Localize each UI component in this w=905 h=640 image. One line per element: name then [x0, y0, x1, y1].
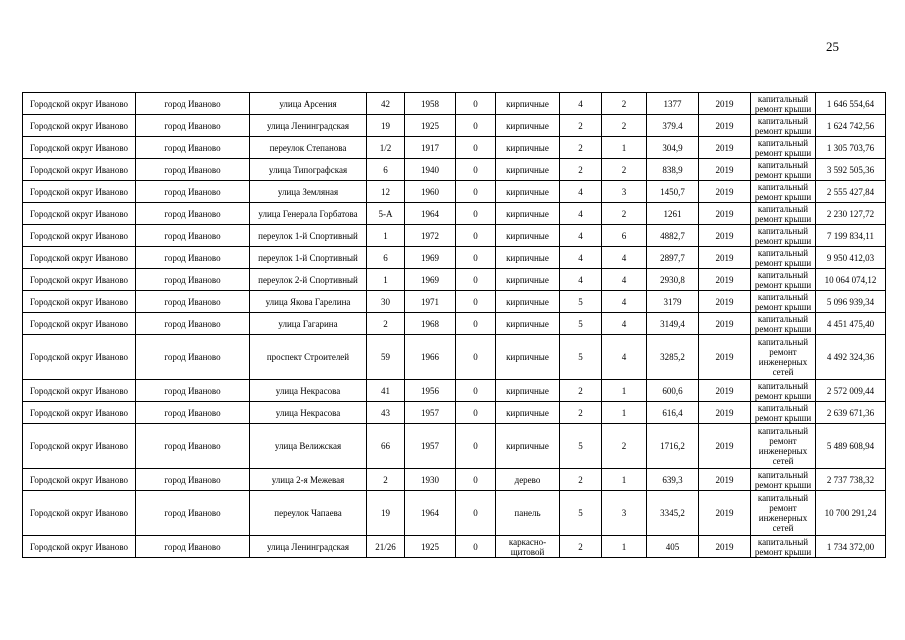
- cell-entrances: 1: [602, 380, 647, 402]
- cell-street: переулок 1-й Спортивный: [250, 247, 367, 269]
- cell-house-number: 19: [367, 115, 405, 137]
- cell-floors: 2: [560, 137, 602, 159]
- cell-locality: город Иваново: [136, 137, 250, 159]
- cell-floors: 2: [560, 115, 602, 137]
- cell-wall-material: кирпичные: [496, 424, 560, 469]
- cell-zero: 0: [456, 247, 496, 269]
- cell-entrances: 1: [602, 137, 647, 159]
- table-row: [23, 313, 886, 335]
- cell-year-built: 1969: [405, 247, 456, 269]
- cell-street: переулок Чапаева: [250, 491, 367, 536]
- cell-entrances: 4: [602, 247, 647, 269]
- table-row: [23, 424, 886, 469]
- cell-work-year: 2019: [699, 335, 751, 380]
- cell-street: улица Типографская: [250, 159, 367, 181]
- cell-year-built: 1940: [405, 159, 456, 181]
- cell-entrances: 2: [602, 159, 647, 181]
- cell-street: улица Некрасова: [250, 380, 367, 402]
- cell-work-type: капитальный ремонт крыши: [751, 181, 816, 203]
- cell-wall-material: кирпичные: [496, 181, 560, 203]
- cell-house-number: 1: [367, 225, 405, 247]
- table-row: [23, 335, 886, 380]
- cell-area: 2930,8: [647, 269, 699, 291]
- cell-entrances: 4: [602, 291, 647, 313]
- cell-work-type: капитальный ремонт крыши: [751, 137, 816, 159]
- cell-work-year: 2019: [699, 137, 751, 159]
- cell-wall-material: кирпичные: [496, 115, 560, 137]
- cell-work-year: 2019: [699, 93, 751, 115]
- table-row: [23, 380, 886, 402]
- cell-area: 1716,2: [647, 424, 699, 469]
- cell-work-year: 2019: [699, 491, 751, 536]
- table-body: [23, 93, 886, 558]
- cell-work-type: капитальный ремонт крыши: [751, 469, 816, 491]
- table-row: [23, 225, 886, 247]
- cell-district: Городской округ Иваново: [23, 203, 136, 225]
- cell-street: улица Якова Гарелина: [250, 291, 367, 313]
- cell-entrances: 4: [602, 269, 647, 291]
- table-row: [23, 115, 886, 137]
- cell-wall-material: каркасно-щитовой: [496, 536, 560, 558]
- cell-zero: 0: [456, 225, 496, 247]
- cell-area: 3179: [647, 291, 699, 313]
- cell-locality: город Иваново: [136, 115, 250, 137]
- table-row: [23, 536, 886, 558]
- cell-locality: город Иваново: [136, 335, 250, 380]
- cell-work-year: 2019: [699, 225, 751, 247]
- cell-cost: 9 950 412,03: [816, 247, 886, 269]
- cell-work-year: 2019: [699, 313, 751, 335]
- cell-locality: город Иваново: [136, 380, 250, 402]
- cell-district: Городской округ Иваново: [23, 181, 136, 203]
- cell-cost: 1 624 742,56: [816, 115, 886, 137]
- cell-district: Городской округ Иваново: [23, 424, 136, 469]
- cell-floors: 4: [560, 203, 602, 225]
- cell-zero: 0: [456, 402, 496, 424]
- cell-area: 600,6: [647, 380, 699, 402]
- cell-floors: 4: [560, 181, 602, 203]
- cell-work-type: капитальный ремонт крыши: [751, 291, 816, 313]
- cell-house-number: 6: [367, 247, 405, 269]
- cell-cost: 2 639 671,36: [816, 402, 886, 424]
- cell-area: 3149,4: [647, 313, 699, 335]
- cell-street: улица Арсения: [250, 93, 367, 115]
- cell-house-number: 1: [367, 269, 405, 291]
- table-row: [23, 137, 886, 159]
- cell-wall-material: кирпичные: [496, 335, 560, 380]
- cell-district: Городской округ Иваново: [23, 291, 136, 313]
- cell-area: 838,9: [647, 159, 699, 181]
- cell-cost: 4 492 324,36: [816, 335, 886, 380]
- cell-floors: 5: [560, 491, 602, 536]
- cell-district: Городской округ Иваново: [23, 225, 136, 247]
- cell-house-number: 59: [367, 335, 405, 380]
- cell-year-built: 1957: [405, 424, 456, 469]
- cell-zero: 0: [456, 380, 496, 402]
- cell-area: 639,3: [647, 469, 699, 491]
- cell-work-type: капитальный ремонт инженерных сетей: [751, 335, 816, 380]
- cell-locality: город Иваново: [136, 93, 250, 115]
- cell-district: Городской округ Иваново: [23, 335, 136, 380]
- cell-house-number: 2: [367, 313, 405, 335]
- cell-house-number: 30: [367, 291, 405, 313]
- cell-year-built: 1930: [405, 469, 456, 491]
- cell-cost: 1 734 372,00: [816, 536, 886, 558]
- cell-locality: город Иваново: [136, 469, 250, 491]
- cell-house-number: 43: [367, 402, 405, 424]
- cell-year-built: 1971: [405, 291, 456, 313]
- cell-floors: 5: [560, 313, 602, 335]
- cell-district: Городской округ Иваново: [23, 469, 136, 491]
- cell-floors: 4: [560, 269, 602, 291]
- cell-year-built: 1957: [405, 402, 456, 424]
- cell-area: 1261: [647, 203, 699, 225]
- cell-work-year: 2019: [699, 291, 751, 313]
- cell-house-number: 21/26: [367, 536, 405, 558]
- cell-entrances: 3: [602, 181, 647, 203]
- cell-area: 3285,2: [647, 335, 699, 380]
- cell-wall-material: кирпичные: [496, 93, 560, 115]
- cell-year-built: 1972: [405, 225, 456, 247]
- page-number: 25: [826, 39, 839, 54]
- cell-cost: 10 064 074,12: [816, 269, 886, 291]
- cell-locality: город Иваново: [136, 225, 250, 247]
- cell-year-built: 1964: [405, 203, 456, 225]
- cell-entrances: 2: [602, 93, 647, 115]
- cell-zero: 0: [456, 137, 496, 159]
- cell-work-year: 2019: [699, 181, 751, 203]
- repair-registry-table: [22, 92, 886, 558]
- cell-entrances: 4: [602, 335, 647, 380]
- cell-locality: город Иваново: [136, 159, 250, 181]
- cell-wall-material: кирпичные: [496, 380, 560, 402]
- cell-cost: 4 451 475,40: [816, 313, 886, 335]
- cell-street: переулок 1-й Спортивный: [250, 225, 367, 247]
- cell-year-built: 1956: [405, 380, 456, 402]
- cell-area: 4882,7: [647, 225, 699, 247]
- cell-work-type: капитальный ремонт крыши: [751, 203, 816, 225]
- cell-house-number: 5-А: [367, 203, 405, 225]
- cell-zero: 0: [456, 424, 496, 469]
- cell-floors: 5: [560, 335, 602, 380]
- cell-area: 3345,2: [647, 491, 699, 536]
- cell-house-number: 41: [367, 380, 405, 402]
- cell-year-built: 1958: [405, 93, 456, 115]
- cell-district: Городской округ Иваново: [23, 491, 136, 536]
- cell-locality: город Иваново: [136, 536, 250, 558]
- cell-floors: 5: [560, 291, 602, 313]
- cell-year-built: 1966: [405, 335, 456, 380]
- cell-zero: 0: [456, 469, 496, 491]
- cell-wall-material: кирпичные: [496, 159, 560, 181]
- cell-district: Городской округ Иваново: [23, 159, 136, 181]
- table-row: [23, 93, 886, 115]
- cell-zero: 0: [456, 181, 496, 203]
- cell-area: 616,4: [647, 402, 699, 424]
- cell-floors: 5: [560, 424, 602, 469]
- cell-street: улица Некрасова: [250, 402, 367, 424]
- cell-zero: 0: [456, 536, 496, 558]
- cell-wall-material: кирпичные: [496, 402, 560, 424]
- cell-wall-material: дерево: [496, 469, 560, 491]
- cell-work-type: капитальный ремонт инженерных сетей: [751, 424, 816, 469]
- cell-wall-material: кирпичные: [496, 247, 560, 269]
- cell-zero: 0: [456, 93, 496, 115]
- cell-cost: 2 230 127,72: [816, 203, 886, 225]
- cell-cost: 5 489 608,94: [816, 424, 886, 469]
- cell-area: 1377: [647, 93, 699, 115]
- cell-street: улица Ленинградская: [250, 536, 367, 558]
- cell-locality: город Иваново: [136, 313, 250, 335]
- cell-entrances: 3: [602, 491, 647, 536]
- cell-floors: 2: [560, 536, 602, 558]
- cell-year-built: 1969: [405, 269, 456, 291]
- cell-street: улица 2-я Межевая: [250, 469, 367, 491]
- table-row: [23, 291, 886, 313]
- cell-work-year: 2019: [699, 115, 751, 137]
- cell-house-number: 1/2: [367, 137, 405, 159]
- cell-area: 405: [647, 536, 699, 558]
- table-row: [23, 469, 886, 491]
- cell-entrances: 2: [602, 203, 647, 225]
- cell-zero: 0: [456, 335, 496, 380]
- cell-work-type: капитальный ремонт крыши: [751, 402, 816, 424]
- cell-zero: 0: [456, 491, 496, 536]
- cell-zero: 0: [456, 313, 496, 335]
- cell-area: 1450,7: [647, 181, 699, 203]
- cell-work-type: капитальный ремонт крыши: [751, 115, 816, 137]
- cell-year-built: 1925: [405, 536, 456, 558]
- cell-cost: 5 096 939,34: [816, 291, 886, 313]
- cell-work-year: 2019: [699, 380, 751, 402]
- cell-house-number: 6: [367, 159, 405, 181]
- table-row: [23, 269, 886, 291]
- cell-cost: 3 592 505,36: [816, 159, 886, 181]
- cell-street: улица Велижская: [250, 424, 367, 469]
- cell-district: Городской округ Иваново: [23, 402, 136, 424]
- table-row: [23, 402, 886, 424]
- cell-locality: город Иваново: [136, 402, 250, 424]
- cell-area: 304,9: [647, 137, 699, 159]
- cell-entrances: 1: [602, 402, 647, 424]
- cell-wall-material: кирпичные: [496, 269, 560, 291]
- cell-floors: 2: [560, 380, 602, 402]
- cell-district: Городской округ Иваново: [23, 269, 136, 291]
- cell-area: 2897,7: [647, 247, 699, 269]
- cell-floors: 4: [560, 93, 602, 115]
- cell-zero: 0: [456, 291, 496, 313]
- cell-district: Городской округ Иваново: [23, 536, 136, 558]
- cell-street: улица Земляная: [250, 181, 367, 203]
- cell-wall-material: панель: [496, 491, 560, 536]
- cell-work-year: 2019: [699, 402, 751, 424]
- cell-cost: 10 700 291,24: [816, 491, 886, 536]
- cell-work-type: капитальный ремонт крыши: [751, 159, 816, 181]
- cell-entrances: 4: [602, 313, 647, 335]
- cell-street: переулок 2-й Спортивный: [250, 269, 367, 291]
- cell-zero: 0: [456, 115, 496, 137]
- cell-wall-material: кирпичные: [496, 225, 560, 247]
- cell-floors: 4: [560, 247, 602, 269]
- cell-locality: город Иваново: [136, 247, 250, 269]
- cell-work-type: капитальный ремонт инженерных сетей: [751, 491, 816, 536]
- table-row: [23, 247, 886, 269]
- cell-district: Городской округ Иваново: [23, 137, 136, 159]
- cell-work-type: капитальный ремонт крыши: [751, 380, 816, 402]
- cell-wall-material: кирпичные: [496, 137, 560, 159]
- table-row: [23, 203, 886, 225]
- cell-zero: 0: [456, 269, 496, 291]
- cell-floors: 4: [560, 225, 602, 247]
- cell-house-number: 42: [367, 93, 405, 115]
- cell-work-type: капитальный ремонт крыши: [751, 93, 816, 115]
- cell-locality: город Иваново: [136, 181, 250, 203]
- cell-area: 379.4: [647, 115, 699, 137]
- cell-entrances: 6: [602, 225, 647, 247]
- cell-street: улица Ленинградская: [250, 115, 367, 137]
- cell-house-number: 19: [367, 491, 405, 536]
- cell-year-built: 1968: [405, 313, 456, 335]
- cell-wall-material: кирпичные: [496, 313, 560, 335]
- table-row: [23, 159, 886, 181]
- cell-street: проспект Строителей: [250, 335, 367, 380]
- cell-district: Городской округ Иваново: [23, 247, 136, 269]
- cell-district: Городской округ Иваново: [23, 380, 136, 402]
- cell-year-built: 1960: [405, 181, 456, 203]
- cell-work-type: капитальный ремонт крыши: [751, 247, 816, 269]
- cell-entrances: 1: [602, 536, 647, 558]
- cell-work-year: 2019: [699, 424, 751, 469]
- cell-zero: 0: [456, 159, 496, 181]
- cell-cost: 2 737 738,32: [816, 469, 886, 491]
- cell-work-year: 2019: [699, 247, 751, 269]
- cell-floors: 2: [560, 159, 602, 181]
- cell-entrances: 2: [602, 115, 647, 137]
- cell-cost: 7 199 834,11: [816, 225, 886, 247]
- cell-work-type: капитальный ремонт крыши: [751, 536, 816, 558]
- cell-house-number: 12: [367, 181, 405, 203]
- cell-year-built: 1964: [405, 491, 456, 536]
- cell-work-type: капитальный ремонт крыши: [751, 225, 816, 247]
- cell-locality: город Иваново: [136, 291, 250, 313]
- cell-district: Городской округ Иваново: [23, 115, 136, 137]
- cell-locality: город Иваново: [136, 424, 250, 469]
- cell-work-year: 2019: [699, 159, 751, 181]
- cell-cost: 2 555 427,84: [816, 181, 886, 203]
- cell-cost: 2 572 009,44: [816, 380, 886, 402]
- table-row: [23, 181, 886, 203]
- cell-entrances: 1: [602, 469, 647, 491]
- cell-locality: город Иваново: [136, 491, 250, 536]
- cell-cost: 1 305 703,76: [816, 137, 886, 159]
- cell-cost: 1 646 554,64: [816, 93, 886, 115]
- cell-work-year: 2019: [699, 469, 751, 491]
- cell-wall-material: кирпичные: [496, 291, 560, 313]
- cell-floors: 2: [560, 402, 602, 424]
- cell-locality: город Иваново: [136, 203, 250, 225]
- cell-street: улица Гагарина: [250, 313, 367, 335]
- cell-locality: город Иваново: [136, 269, 250, 291]
- cell-work-year: 2019: [699, 269, 751, 291]
- cell-year-built: 1917: [405, 137, 456, 159]
- cell-wall-material: кирпичные: [496, 203, 560, 225]
- cell-year-built: 1925: [405, 115, 456, 137]
- table-row: [23, 491, 886, 536]
- cell-work-year: 2019: [699, 536, 751, 558]
- cell-street: переулок Степанова: [250, 137, 367, 159]
- cell-zero: 0: [456, 203, 496, 225]
- cell-district: Городской округ Иваново: [23, 313, 136, 335]
- cell-house-number: 2: [367, 469, 405, 491]
- cell-entrances: 2: [602, 424, 647, 469]
- cell-house-number: 66: [367, 424, 405, 469]
- cell-street: улица Генерала Горбатова: [250, 203, 367, 225]
- cell-work-type: капитальный ремонт крыши: [751, 313, 816, 335]
- cell-floors: 2: [560, 469, 602, 491]
- cell-work-type: капитальный ремонт крыши: [751, 269, 816, 291]
- cell-work-year: 2019: [699, 203, 751, 225]
- cell-district: Городской округ Иваново: [23, 93, 136, 115]
